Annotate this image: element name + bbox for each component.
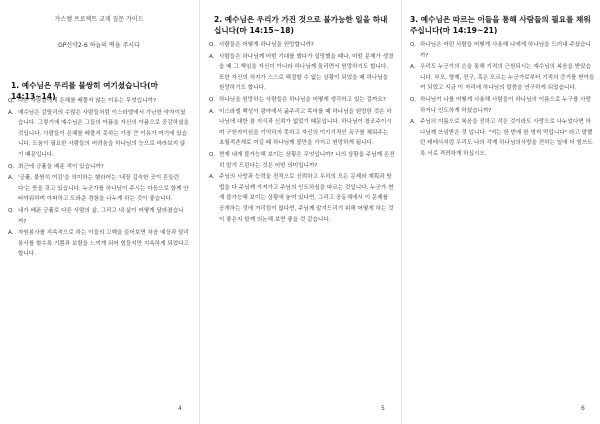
question-item — [410, 40, 596, 61]
answer-item — [209, 107, 395, 149]
page-6 — [402, 0, 600, 424]
answer-item — [8, 228, 190, 260]
item-label: Q. — [209, 151, 216, 158]
item-text: 하나님이 나를 어떻게 사용해 사람들이 하나님의 이름으로 누구를 사랑하거나 인도하게 하셨습니까? — [420, 96, 591, 114]
qa-list — [410, 40, 596, 161]
page-number: 6 — [581, 405, 585, 412]
item-label: A. — [8, 230, 14, 237]
item-text: 이스라엘 백성이 광야에서 굶주리고 목마를 때 하나님을 원망한 것은 하나님에 대한 참 지식과 신뢰가 없었기 때문입니다. 하나님이 창조주이시며 구원자이심을 기억하지 못하고 자신의 이기기적인 욕구를 채워주는 초월적존재로 여길 때 하나님께 불만을 가지고 원망하게 됩니다. — [219, 108, 392, 147]
item-text: 내가 베푼 긍휼로 다른 사람의 삶, 그리고 내 삶이 어떻게 달라졌습니까? — [18, 207, 184, 225]
item-label: A. — [209, 174, 215, 181]
qa-list — [8, 96, 190, 261]
answer-item — [410, 117, 596, 159]
item-text: 사람들은 어떻게 하나님을 원망합니까? — [219, 42, 314, 48]
guide-title: 가스펠 프로젝트 교재 질문 가이드 — [54, 16, 144, 23]
item-label: A. — [209, 108, 215, 115]
section-title: 2. 예수님은 우리가 가진 것으로 불가능한 일을 하내십니다(마 14:15~18) — [214, 15, 388, 35]
item-text: 하나님을 원망하는 사람들은 하나님을 어떻게 생각하고 있는 걸까요? — [219, 96, 386, 103]
item-label: Q. — [410, 96, 417, 103]
qa-list — [209, 40, 395, 226]
question-item — [8, 162, 190, 173]
item-text: 주님의 사랑과 능력을 전적으로 신뢰하고 우리의 모든 문제와 계획과 방법을 다 주님께 가져가고 주님의 인도하심을 따르는 것입니다. 누군가 현재 불가능해 보이는 상황에 놓여 있다면, 그리고 공동체에서 이 문제를 공개하는 것에 거리낌이 없다면, 주님께 맡겨드리기 위해 어떻게 하는 것이 좋은지 함께 의논해 보면 좋을 것 같습니다. — [219, 174, 394, 223]
item-text: 자원봉사를 지속적으로 하는 이들의 고백을 들어보면 처음 예상과 달리 봉사를 할수록 기쁨과 보람을 느끼게 되어 힘들지만 지속하게 되었다고 합니다. — [18, 230, 189, 258]
answer-item — [8, 108, 190, 161]
item-label: A. — [8, 109, 14, 116]
item-text: 최근에 긍휼을 베푼 적이 있습니까? — [18, 163, 104, 170]
item-text: 우리도 누군가의 손을 통해 기적의 근원되시는 예수님의 복음을 받았습니다. 부모, 형제, 친구, 혹은 모르는 누군가로부터 기적의 증거를 받아들여 되었고 지금 이 자리에 하나님의 말씀을 연구하게 되었습니다. — [420, 64, 595, 92]
item-label: A. — [410, 119, 416, 126]
item-label: A. — [209, 53, 215, 60]
answer-item — [8, 173, 190, 205]
item-text: 하나님은 어떤 사람을 어떻게 사용해 나에게 하나님을 드러내 주셨습니까? — [420, 42, 591, 59]
page-5 — [200, 0, 400, 424]
item-text: 예수님은 갈릴리의 수많은 사람들처럼 이스라엘에서 가난한 약자이셨습니다. 그렇기에 예수님은 그들의 아픔을 자신의 아픔으로 공감하셨을 것입니다. 사람들이 은혜를 베풀지 못하는 가장 큰 이유가 여기에 있습니다. 도움이 필요한 사람들의 어려움을 하나님의 눈으로 바라보지 않기 때문입니다. — [18, 109, 189, 158]
question-item — [209, 95, 395, 106]
item-label: Q. — [209, 96, 216, 103]
answer-item — [209, 172, 395, 225]
question-item — [8, 96, 190, 107]
question-item — [209, 40, 395, 51]
lesson-subtitle: GP신약2-6 하늘의 떡을 주시다 — [58, 42, 140, 49]
section-title: 3. 예수님은 따르는 이들을 통해 사람들의 필요를 채워주십니다(마 14:19~21) — [410, 15, 591, 35]
item-text: 다른 사람들에게 은혜를 베풀지 않는 이유는 무엇입니까? — [18, 98, 156, 104]
item-label: Q. — [8, 163, 15, 170]
question-item — [410, 95, 596, 116]
item-label: Q. — [8, 207, 15, 214]
page-number: 5 — [381, 405, 385, 412]
item-text: 사람들은 하나님께 어떤 기대를 했다가 실망했을 때나, 어떤 문제가 생겼을 때 그 책임을 자신이 아니라 하나님께 돌리면서 원망하기도 합니다. 또한 자신의 처지가 스스로 해결할 수 없는 상황이 되었을 때 하나님을 원망하기도 합니다. — [219, 53, 394, 92]
section-title: 1. 예수님은 무리를 불쌍히 여기셨습니다(마 14:13~14) — [11, 81, 158, 101]
item-label: Q. — [209, 42, 216, 48]
item-text: 현재 내게 불가능해 보이는 상황은 무엇입니까? 나의 상황을 주님께 온전히 맡겨 드린다는 것은 어떤 의미입니까? — [219, 151, 395, 169]
item-label: Q. — [8, 98, 15, 104]
question-item — [209, 150, 395, 171]
item-label: Q. — [410, 42, 417, 48]
item-label: A. — [410, 64, 416, 71]
item-text: 주님의 이름으로 복음을 전하고 작은 것이라도 사랑으로 나누었다면 하나님께 쓰임받은 것 입니다. "저는 한 번에 한 명씩 먹입니다" 라고 말했던 테레사처럼 우리도 나의 작게 하나님의사랑을 전하는 일에 더 힘쓰도록 서로 격려하게 하십시오. — [420, 119, 593, 157]
item-text: '긍휼, 불쌍히 여김'을 의미하는 헬라어는 '내장 깊숙한 곳이 흔들린다'는 뜻을 갖고 있습니다. 누군가를 하나님이 주시는 마음으로 함께 안타까워하며 아파하고 도와준 경험을 나누게 하는 것이 좋습니다. — [18, 175, 189, 203]
answer-item — [410, 62, 596, 94]
question-item — [8, 206, 190, 227]
page-4 — [0, 0, 198, 424]
item-label: A. — [8, 175, 14, 182]
page-number: 4 — [178, 405, 182, 412]
answer-item — [209, 52, 395, 94]
